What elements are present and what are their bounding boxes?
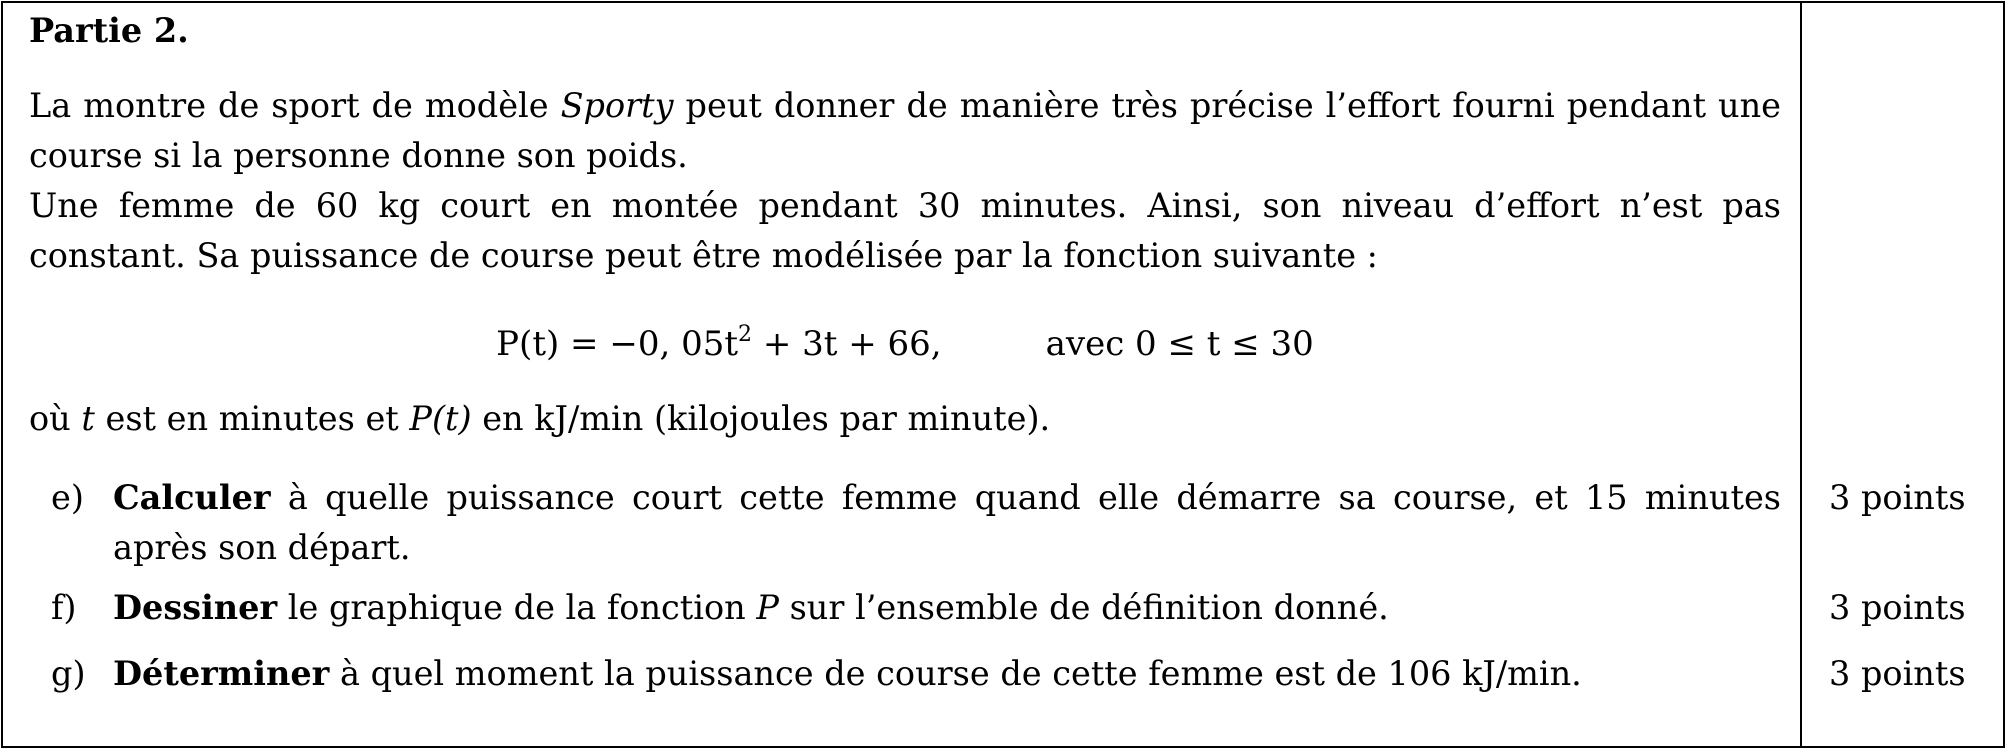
units-line [29, 394, 1781, 444]
question-g [29, 649, 1781, 699]
question-letter: e) [51, 478, 84, 517]
intro-text-1a: La montre de sport de modèle [29, 86, 561, 125]
var-t: t [81, 399, 95, 438]
intro-paragraph-2: Une femme de 60 kg court en montée pendant 30 minutes. Ainsi, son niveau d’effort n’est pas constant. Sa puissance de course peut être modélisée par la fonction suivante : [29, 186, 1781, 275]
var-p: P [756, 588, 779, 627]
units-text-a: où [29, 399, 82, 438]
question-letter: g) [51, 654, 86, 693]
units-text-b: est en minutes et [94, 399, 410, 438]
points-g: 3 points [1829, 654, 1966, 693]
question-letter: f) [51, 588, 77, 627]
question-e [29, 473, 1781, 573]
exercise-frame [1, 1, 2005, 748]
question-f [29, 583, 1781, 633]
exercise-content [29, 3, 1781, 444]
formula-lhs: P(t) = −0, 05t [496, 324, 739, 364]
question-text-b: sur l’ensemble de définition donné. [778, 588, 1389, 627]
points-column-divider [1800, 3, 1802, 746]
intro-text-1b: peut donner de manière très précise l’effort fourni pendant une course si la personne donne son poids. [29, 86, 1781, 175]
question-text-a: le graphique de la fonction [277, 588, 757, 627]
section-title: Partie 2. [29, 11, 189, 50]
points-f: 3 points [1829, 588, 1966, 627]
question-verb: Calculer [113, 478, 271, 517]
question-text: à quel moment la puissance de course de cette femme est de 106 kJ/min. [329, 654, 1582, 693]
formula-rhs: + 3t + 66, [752, 324, 942, 364]
power-formula [29, 319, 1781, 369]
intro-paragraph-1 [29, 81, 1781, 181]
var-pt: P(t) [409, 399, 472, 438]
question-verb: Dessiner [113, 588, 278, 627]
units-text-c: en kJ/min (kilojoules par minute). [471, 399, 1051, 438]
question-text: à quelle puissance court cette femme quand elle démarre sa course, et 15 minutes après son départ. [113, 478, 1781, 567]
points-e: 3 points [1829, 478, 1966, 517]
formula-domain: avec 0 ≤ t ≤ 30 [1045, 324, 1314, 364]
formula-exponent: 2 [738, 322, 753, 347]
brand-name: Sporty [560, 86, 674, 125]
question-verb: Déterminer [113, 654, 330, 693]
